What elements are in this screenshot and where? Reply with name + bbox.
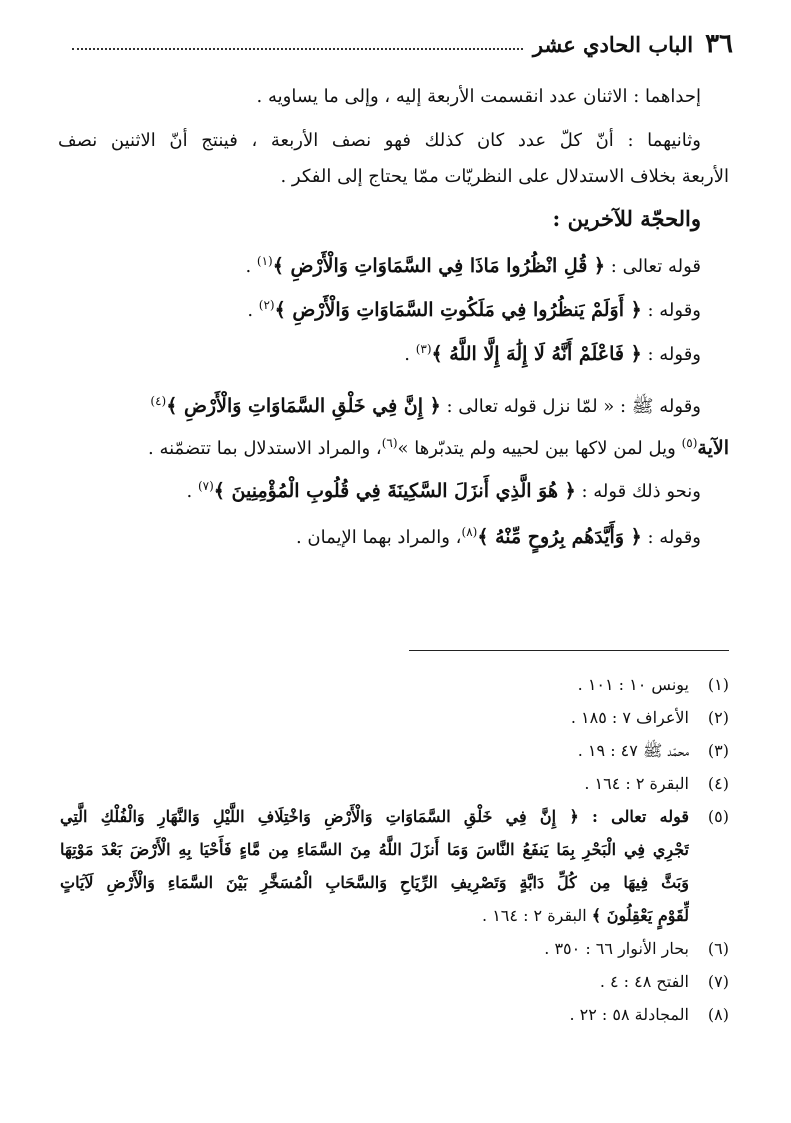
footnote-ref: (٦): [381, 436, 398, 450]
quote-line-2: وقوله : ﴿ أَوَلَمْ يَنظُرُوا فِي مَلَكُوتِ السَّمَاوَاتِ وَالْأَرْضِ ﴾$^{(٢)}$ .: [247, 298, 701, 321]
quran-verse: ﴿ هُوَ الَّذِي أَنزَلَ السَّكِينَةَ فِي قُلُوبِ الْمُؤْمِنِينَ ﴾: [213, 480, 576, 502]
chapter-title: الباب الحادي عشر: [532, 31, 694, 57]
footnote-item: (٣) محمّد ﷺ ٤٧ : ١٩ .: [577, 741, 729, 760]
footnote-ref: (١): [256, 254, 273, 268]
footnote-ref: (٣): [415, 342, 432, 356]
footnote-item: (٦) بحار الأنوار ٦٦ : ٣٥٠ .: [544, 939, 729, 958]
quran-verse: ﴿ أَوَلَمْ يَنظُرُوا فِي مَلَكُوتِ السَّمَاوَاتِ وَالْأَرْضِ ﴾: [274, 299, 642, 321]
paragraph-second-line1: وثانيهما : أنّ كلّ عدد كان كذلك فهو نصف الأربعة ، فينتج أنّ الاثنين نصف: [58, 130, 701, 151]
footnote-item: (٥) قوله تعالى : ﴿ إِنَّ فِي خَلْقِ السَّمَاوَاتِ وَالْأَرْضِ وَاخْتِلَافِ اللَّيْلِ وَالنَّهَارِ وَالْفُلْكِ الَّتِي تَجْرِي فِي الْبَحْرِ بِمَا يَنفَعُ النَّاسَ وَمَا أَنزَلَ اللَّهُ مِنَ السَّمَاءِ مِن مَّاءٍ فَأَحْيَا بِهِ الْأَرْضَ بَعْدَ مَوْتِهَا وَبَثَّ فِيهَا مِن كُلِّ دَابَّةٍ وَتَصْرِيفِ الرِّيَاحِ وَالسَّحَابِ الْمُسَخَّرِ بَيْنَ السَّمَاءِ وَالْأَرْضِ لَآيَاتٍ لِّقَوْمٍ يَعْقِلُونَ ﴾ البقرة ٢ : ١٦٤ .: [60, 807, 729, 925]
quran-verse: ﴿ فَاعْلَمْ أَنَّهُ لَا إِلَٰهَ إِلَّا اللَّهُ ﴾: [431, 343, 642, 365]
footnote-ref: (٧): [197, 479, 214, 493]
footnote-ref: (٢): [258, 298, 275, 312]
quran-verse: ﴿ قُلِ انْظُرُوا مَاذَا فِي السَّمَاوَاتِ وَالْأَرْضِ ﴾: [272, 255, 606, 277]
quote-line-1: قوله تعالى : ﴿ قُلِ انْظُرُوا مَاذَا فِي السَّمَاوَاتِ وَالْأَرْضِ ﴾$^{(١)}$ .: [245, 254, 701, 277]
main-text: [58, 82, 729, 558]
paragraph-second-line2: الأربعة بخلاف الاستدلال على النظريّات ممّا يحتاج إلى الفكر .: [280, 166, 729, 187]
footnote-item: (٧) الفتح ٤٨ : ٤ .: [599, 972, 729, 991]
footnote-item: (٢) الأعراف ٧ : ١٨٥ .: [570, 708, 729, 727]
page-number: ٣٦: [705, 29, 733, 59]
page-header: [62, 26, 733, 62]
footnote-item: (٨) المجادلة ٥٨ : ٢٢ .: [569, 1005, 729, 1024]
quote-line-6: وقوله : ﴿ وَأَيَّدَهُم بِرُوحٍ مِّنْهُ ﴾$^{(٨)}$، والمراد بهما الإيمان .: [295, 525, 701, 548]
footnote-ref: (٨): [461, 525, 478, 539]
footnote-ref: (٤): [150, 394, 167, 408]
quote-line-4: وقوله ﷺ : « لمّا نزل قوله تعالى : ﴿ إِنَّ فِي خَلْقِ السَّمَاوَاتِ وَالْأَرْضِ ﴾$^{(٤)}$: [150, 394, 701, 417]
footnote-separator: [409, 650, 729, 651]
quran-verse: ﴿ وَأَيَّدَهُم بِرُوحٍ مِّنْهُ ﴾: [477, 526, 642, 548]
footnote-item: (٤) البقرة ٢ : ١٦٤ .: [584, 774, 729, 793]
quote-line-3: وقوله : ﴿ فَاعْلَمْ أَنَّهُ لَا إِلَٰهَ إِلَّا اللَّهُ ﴾$^{(٣)}$ .: [404, 342, 701, 365]
section-heading: والحجّة للآخرين :: [552, 206, 701, 231]
quote-line-5: ونحو ذلك قوله : ﴿ هُوَ الَّذِي أَنزَلَ السَّكِينَةَ فِي قُلُوبِ الْمُؤْمِنِينَ ﴾$^{(٧)}$ .: [186, 479, 701, 502]
footnote-ref: (٥): [681, 436, 698, 450]
paragraph-first: إحداهما : الاثنان عدد انقسمت الأربعة إليه ، وإلى ما يساويه .: [256, 86, 701, 107]
quote-line-4-continued: الآية$^{(٥)}$ ويل لمن لاكها بين لحييه ولم يتدبّرها »$^{(٦)}$، والمراد الاستدلال بما تتضمّنه .: [148, 436, 729, 459]
footnote-item: (١) يونس ١٠ : ١٠١ .: [577, 675, 729, 694]
quran-verse: ﴿ إِنَّ فِي خَلْقِ السَّمَاوَاتِ وَالْأَرْضِ ﴾: [166, 395, 441, 417]
dotted-leader: [72, 48, 523, 50]
footnotes: [60, 668, 729, 1031]
